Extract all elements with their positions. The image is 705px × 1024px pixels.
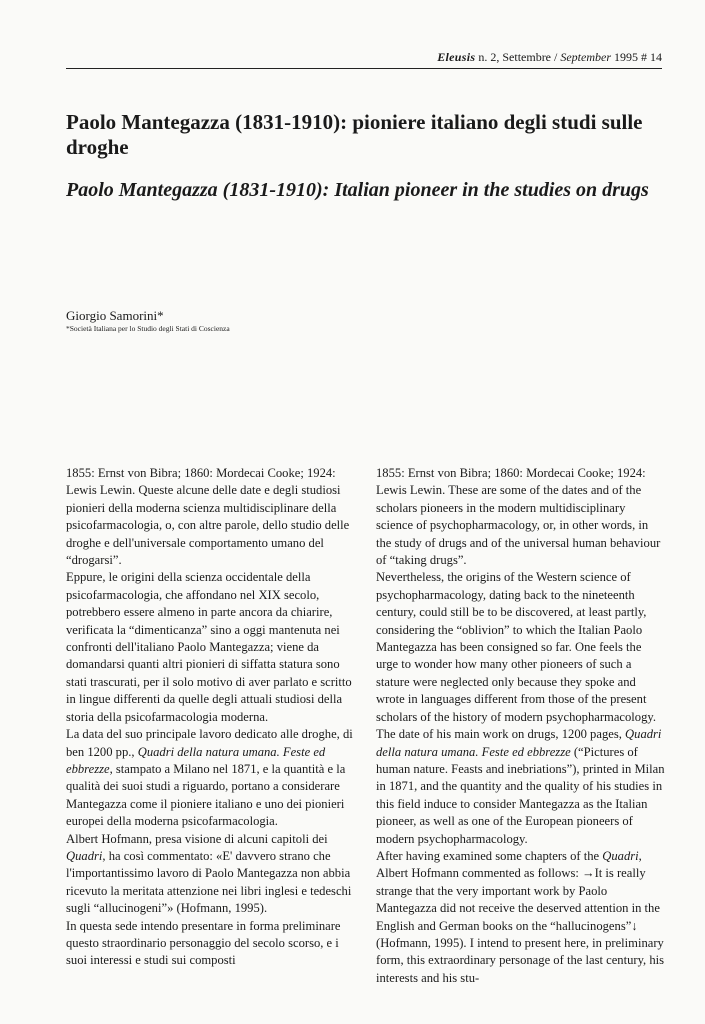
title-italian: Paolo Mantegazza (1831-1910): pioniere italiano degli studi sulle droghe <box>66 110 643 159</box>
paragraph: Nevertheless, the origins of the Western science of psychopharmacology, dating back to the nineteenth century, could still be to be discovered, at least partly, considering the “oblivion” to which the Italian Paolo Mantegazza has been consigned so far. One feels the urge to wonder how many other pioneers of such a stature were neglected only because they spoke and wrote in languages different from those of the present scholars of the history of modern psychopharmacology. <box>376 570 657 724</box>
journal-name: Eleusis <box>437 50 476 64</box>
paragraph: After having examined some chapters of the Quadri, Albert Hofmann commented as follows: →It is really strange that the very important work by Paolo Mantegazza did not receive the deserved attention in the English and German books on the “hallucinogens”↓ (Hofmann, 1995). I intend to present here, in preliminary form, this extraordinary personage of the last century, his interests and his stu- <box>376 848 665 985</box>
author-affiliation: *Società Italiana per lo Studio degli Stati di Coscienza <box>66 324 230 333</box>
column-english <box>376 465 665 987</box>
book-title: Quadri della natura umana. Feste ed ebbrezze <box>66 744 326 776</box>
issue-label: n. 2, Settembre / <box>478 50 558 64</box>
running-header <box>66 50 662 69</box>
paragraph: 1855: Ernst von Bibra; 1860: Mordecai Cooke; 1924: Lewis Lewin. Queste alcune delle date e degli studiosi pionieri della moderna scienza multidisciplinare della psicofarmacologia, o, con altre parole, dello studio delle droghe e dell'universale comportamento umano del “drogarsi”. <box>66 466 350 568</box>
book-title: Quadri <box>602 848 639 863</box>
author-name: Giorgio Samorini* <box>66 308 164 323</box>
paragraph: 1855: Ernst von Bibra; 1860: Mordecai Cooke; 1924: Lewis Lewin. These are some of the dates and of the scholars pioneers in the modern multidisciplinary science of psychopharmacology, or, in other words, in the study of drugs and of the universal human behaviour of “taking drugs”. <box>376 466 661 568</box>
paragraph: In questa sede intendo presentare in forma preliminare questo straordinario personaggio del secolo scorso, e i suoi interessi e studi sui composti <box>66 918 341 968</box>
column-italian <box>66 465 355 970</box>
title-english: Paolo Mantegazza (1831-1910): Italian pioneer in the studies on drugs <box>66 179 649 201</box>
paragraph: Eppure, le origini della scienza occidentale della psicofarmacologia, che affondano nel XIX secolo, potrebbero essere almeno in parte ancora da chiarire, verificata la “dimenticanza” sino a oggi mantenuta nei confronti dell'italiano Paolo Mantegazza; viene da domandarsi quanti altri pionieri di siffatta statura sono stati trascurati, per il solo motivo di aver parlato e scritto in lingue differenti da quelle degli attuali studiosi della storia della psicofarmacologia moderna. <box>66 570 352 724</box>
paragraph: The date of his main work on drugs, 1200 pages, Quadri della natura umana. Feste ed ebbrezze (“Pictures of human nature. Feasts and inebriations”), printed in Milan in 1871, and the quantity and the quality of his studies in this field induce to consider Mantegazza as the Italian pioneer, as well as one of the European pioneers of modern psychopharmacology. <box>376 727 665 846</box>
paragraph: La data del suo principale lavoro dedicato alle droghe, di ben 1200 pp., Quadri della natura umana. Feste ed ebbrezze, stampato a Milano nel 1871, e la quantità e la qualità dei suoi studi a riguardo, portano a considerare Mantegazza come il pioniere italiano e uno dei pionieri europei della moderna psicofarmacologia. <box>66 727 353 829</box>
paragraph: Albert Hofmann, presa visione di alcuni capitoli dei Quadri, ha così commentato: «E' davvero strano che l'importantissimo lavoro di Paolo Mantegazza non abbia ricevuto la meritata attenzione nei libri inglesi e tedeschi sugli “allucinogeni”» (Hofmann, 1995). <box>66 831 352 916</box>
issue-year-number: 1995 # 14 <box>614 50 662 64</box>
issue-month-en: September <box>560 50 611 64</box>
book-title: Quadri della natura umana. Feste ed ebbrezze <box>376 727 662 759</box>
book-title: Quadri <box>66 848 103 863</box>
